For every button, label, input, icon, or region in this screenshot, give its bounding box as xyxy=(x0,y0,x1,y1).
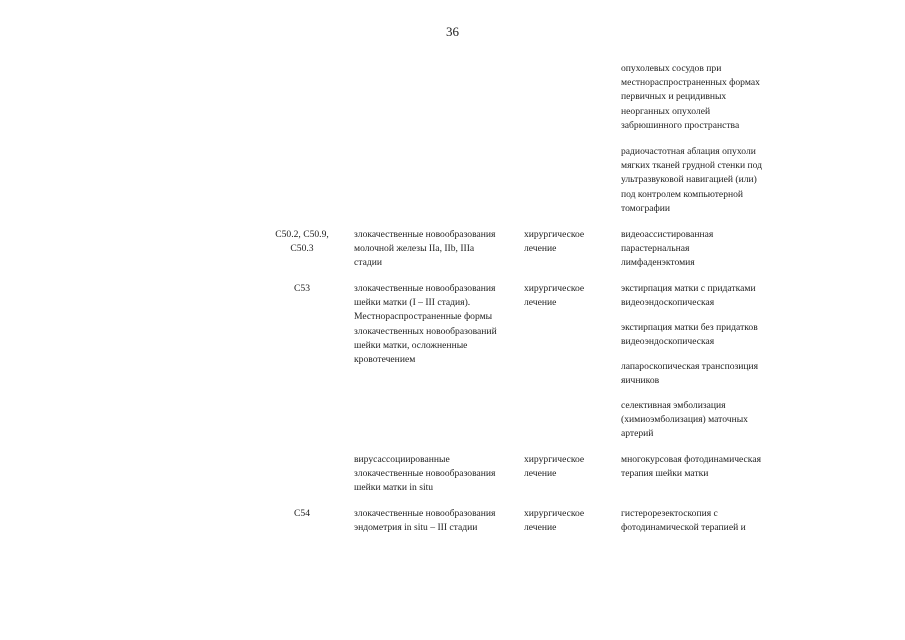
text-line: первичных и рецидивных xyxy=(621,91,727,103)
text-line: терапия шейки матки xyxy=(621,468,709,480)
text-line: яичников xyxy=(621,375,660,387)
procedure-cell xyxy=(621,453,761,481)
text-line: лечение xyxy=(524,468,557,480)
text-line: шейки матки (I – III стадия). xyxy=(354,297,471,309)
code-cell xyxy=(262,507,342,521)
text-line: вирусассоциированные xyxy=(354,454,450,465)
text-line: экстирпация матки с придатками xyxy=(621,283,756,294)
text-line: (химиоэмболизация) маточных xyxy=(621,414,748,426)
procedure-cell xyxy=(621,228,713,271)
text-line: неорганных опухолей xyxy=(621,105,711,117)
procedure-cell xyxy=(621,145,762,216)
treatment-cell xyxy=(524,507,584,535)
text-line: радиочастотная аблация опухоли xyxy=(621,146,756,157)
text-line: гистерорезектоскопия с xyxy=(621,508,718,519)
treatment-cell xyxy=(524,282,584,310)
procedure-cell xyxy=(621,507,746,535)
text-line: молочной железы IIa, IIb, IIIa xyxy=(354,243,475,255)
text-line: C54 xyxy=(294,508,310,519)
text-line: злокачественные новообразования xyxy=(354,468,496,480)
text-line: лечение xyxy=(524,297,557,309)
text-line: селективная эмболизация xyxy=(621,400,726,411)
text-line: забрюшинного пространства xyxy=(621,119,740,131)
text-line: шейки матки, осложненные xyxy=(354,339,468,351)
diagnosis-cell xyxy=(354,228,495,271)
procedure-cell xyxy=(621,282,756,310)
diagnosis-cell xyxy=(354,453,495,496)
text-line: злокачественные новообразования xyxy=(354,508,496,519)
text-line: мягких тканей грудной стенки под xyxy=(621,160,763,172)
procedure-cell xyxy=(621,399,748,442)
treatment-cell xyxy=(524,228,584,256)
text-line: хирургическое xyxy=(524,454,585,465)
treatment-cell xyxy=(524,453,584,481)
text-line: C50.2, C50.9, xyxy=(275,229,329,240)
text-line: стадии xyxy=(354,257,382,269)
text-line: ультразвуковой навигацией (или) xyxy=(621,174,757,186)
text-line: видеоэндоскопическая xyxy=(621,297,715,309)
text-line: под контролем компьютерной xyxy=(621,188,744,200)
text-line: экстирпация матки без придатков xyxy=(621,322,758,333)
text-line: C53 xyxy=(294,283,310,294)
text-line: хирургическое xyxy=(524,508,585,519)
procedure-cell xyxy=(621,360,758,388)
procedure-cell xyxy=(621,321,758,349)
diagnosis-cell xyxy=(354,507,495,535)
text-line: лапароскопическая транспозиция xyxy=(621,361,759,372)
text-line: видеоассистированная xyxy=(621,229,714,240)
text-line: Местнораспространенные формы xyxy=(354,311,493,323)
text-line: артерий xyxy=(621,428,654,440)
text-line: злокачественные новообразования xyxy=(354,283,496,294)
code-cell xyxy=(262,282,342,296)
diagnosis-cell xyxy=(354,282,497,367)
text-line: парастернальная xyxy=(621,243,690,255)
text-line: местнораспространенных формах xyxy=(621,77,760,89)
text-line: злокачественных новообразований xyxy=(354,325,497,337)
text-line: злокачественные новообразования xyxy=(354,229,496,240)
text-line: фотодинамической терапией и xyxy=(621,522,746,534)
text-line: лечение xyxy=(524,243,557,255)
text-line: эндометрия in situ – III стадии xyxy=(354,522,478,534)
text-line: томографии xyxy=(621,202,671,214)
text-line: C50.3 xyxy=(290,243,314,255)
text-line: опухолевых сосудов при xyxy=(621,63,722,74)
text-line: лечение xyxy=(524,522,557,534)
text-line: кровотечением xyxy=(354,354,416,366)
text-line: хирургическое xyxy=(524,229,585,240)
text-line: хирургическое xyxy=(524,283,585,294)
text-line: шейки матки in situ xyxy=(354,482,434,494)
page-number: 36 xyxy=(446,24,459,39)
text-line: видеоэндоскопическая xyxy=(621,336,715,348)
text-line: многокурсовая фотодинамическая xyxy=(621,454,761,465)
procedure-cell xyxy=(621,62,760,133)
text-line: лимфаденэктомия xyxy=(621,257,695,269)
code-cell xyxy=(262,228,342,256)
